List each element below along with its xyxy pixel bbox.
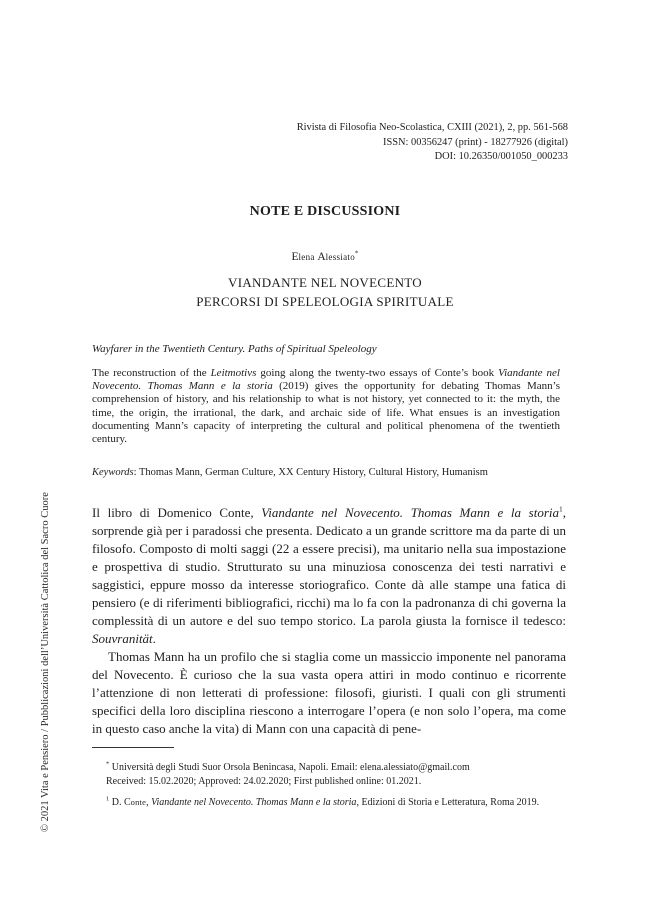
abstract-italic: Leitmotivs	[210, 367, 257, 379]
keywords-label: Keywords	[92, 467, 134, 478]
abstract	[92, 367, 560, 446]
footnote-line	[92, 796, 566, 810]
footnote-affiliation: Università degli Studi Suor Orsola Benincasa, Napoli. Email: elena.alessiato@gmail.com	[111, 762, 470, 773]
body-text-run: , sorprende già per i paradossi che presenta. Dedicato a un grande scrittore ma da parte di un filosofo. Composto di molti saggi (22 a essere precisi), ma unitario nella sua impostazione e prospettiva di studio. Strutturato su una minuziosa conoscenza dei testi narrativi e saggistici, eppure mosso da interesse storiografico. Conte dà alle stampe una fatica di pensiero (e di riferimenti bibliografici, ricchi) ma lo fa con la padronanza di chi governa la complessità di un autore e del suo tempo storico. La parola giusta la fornisce il tedesco:	[92, 505, 567, 628]
body-paragraph	[92, 504, 566, 648]
footnote-author-sc: onte	[130, 797, 147, 807]
article-title-line-2: PERCORSI DI SPELEOLOGIA SPIRITUALE	[196, 294, 454, 309]
body-italic-term: Souvranität	[92, 631, 153, 646]
footnote-publisher: , Edizioni di Storia e Letteratura, Roma 2019.	[356, 797, 540, 808]
footnote-marker: 1	[106, 795, 110, 803]
article-title	[0, 273, 650, 311]
journal-issn-line: ISSN: 00356247 (print) - 18277926 (digital)	[383, 136, 568, 148]
keywords-text: : Thomas Mann, German Culture, XX Century History, Cultural History, Humanism	[133, 467, 488, 478]
footnote-line	[92, 761, 566, 775]
author-first-initial: E	[291, 251, 299, 263]
english-title: Wayfarer in the Twentieth Century. Paths of Spiritual Speleology	[92, 343, 377, 355]
sidebar-copyright: © 2021 Vita e Pensiero / Pubblicazioni dell’Università Cattolica del Sacro Cuore	[40, 492, 51, 832]
abstract-text: going along the twenty-two essays of Conte’s book	[256, 367, 499, 379]
journal-citation-line: Rivista di Filosofia Neo-Scolastica, CXIII (2021), 2, pp. 561-568	[296, 122, 568, 133]
footnote-divider	[92, 747, 174, 748]
footnote-book-title: Viandante nel Novecento. Thomas Mann e la storia	[151, 797, 357, 808]
journal-citation	[148, 121, 568, 165]
footnote-reference: 1	[559, 504, 563, 514]
author-first-rest: lena	[298, 252, 315, 262]
footnote-dates: Received: 15.02.2020; Approved: 24.02.2020; First published online: 01.2021.	[106, 775, 422, 787]
author-last-initial: A	[317, 251, 326, 263]
author-last-rest: lessiato	[325, 252, 356, 262]
footnote-1	[92, 796, 566, 810]
footnote-author	[92, 761, 566, 788]
body-text-run: Il libro di Domenico Conte,	[92, 505, 262, 520]
section-heading: NOTE E DISCUSSIONI	[249, 204, 401, 219]
journal-doi-line: DOI: 10.26350/001050_000233	[434, 151, 568, 162]
footnote-marker: *	[106, 760, 110, 768]
footnote-sep: ,	[146, 797, 152, 808]
article-title-line-1: VIANDANTE NEL NOVECENTO	[228, 275, 422, 290]
body-book-title: Viandante nel Novecento. Thomas Mann e la storia	[261, 505, 560, 520]
abstract-text: (2019) gives the opportunity for debating Thomas Mann’s comprehension of history, and his relationship to what is not history, yet connected to it: the myth, the time, the origin, the irrational, the dark, and archaic side of life. What ensues is an investigation documenting Mann’s capacity of interpreting the cultural and political phenomena of the twentieth century.	[92, 380, 560, 446]
footnote-author: D. C	[111, 797, 131, 808]
author-footnote-marker: *	[355, 249, 359, 258]
keywords	[92, 467, 572, 478]
abstract-book-title: Viandante nel Novecento. Thomas Mann e la storia	[92, 367, 560, 393]
abstract-text: The reconstruction of the	[92, 367, 211, 379]
body-text	[92, 504, 566, 738]
body-paragraph: Thomas Mann ha un profilo che si staglia come un massiccio imponente nel panorama del Novecento. È curioso che la sua vasta opera attiri in modo continuo e ricorrente l’attenzione di non letterati di professione: filosofi, giuristi. I quali con gli strumenti specifici della loro disciplina riescono a interrogare l’opera (e non solo l’opera, ma come in questo caso anche la vita) di Mann con una capacità di pene-	[92, 649, 566, 736]
body-text-run: .	[152, 631, 156, 646]
author-name	[0, 251, 650, 263]
